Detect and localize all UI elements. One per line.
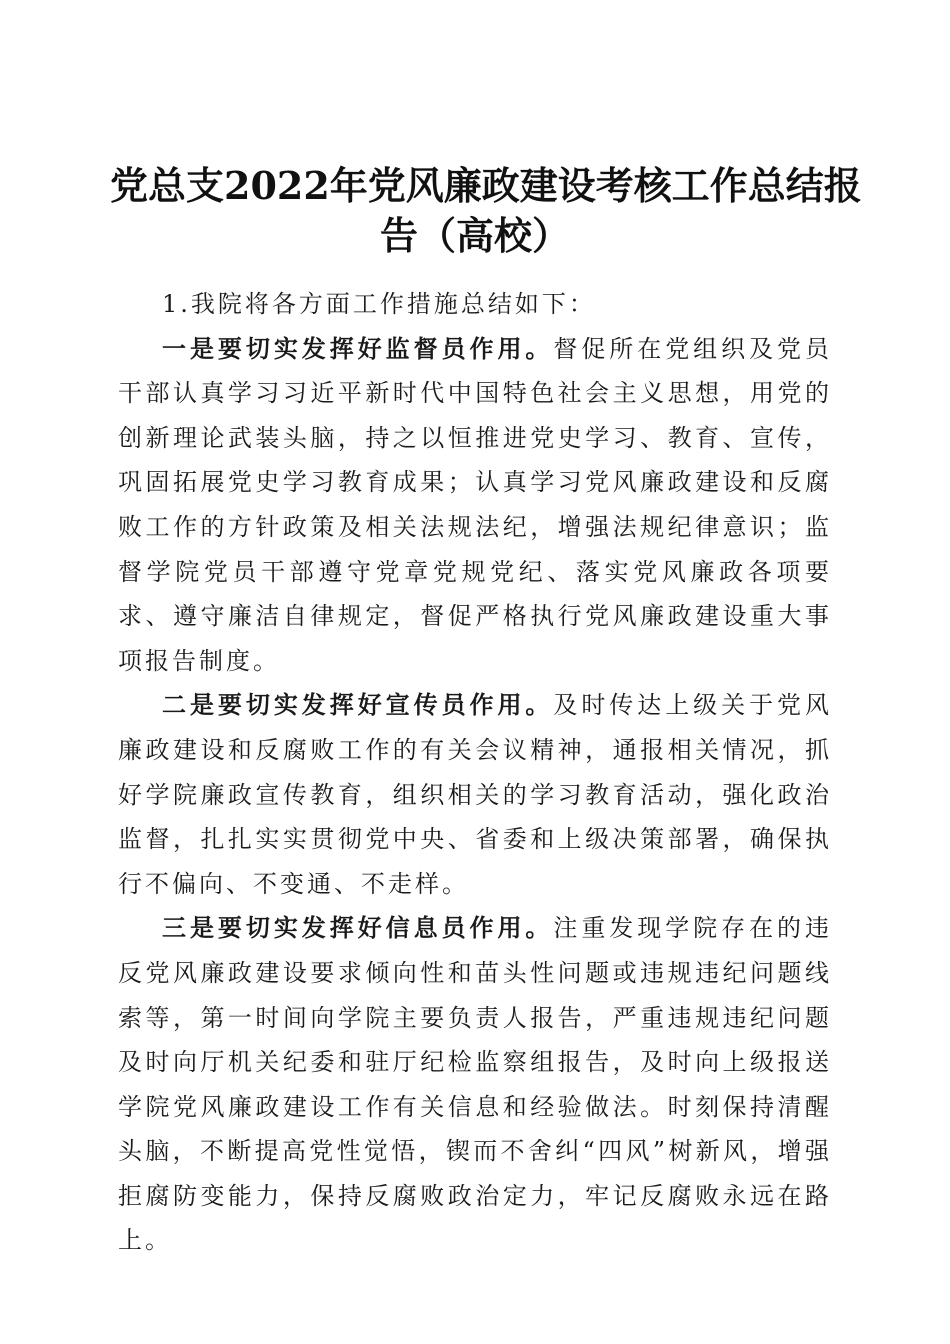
section-paragraph-2 [118, 683, 832, 906]
section-paragraph-1 [118, 327, 832, 684]
section-lead-1: 一是要切实发挥好监督员作用。 [162, 333, 554, 363]
document-title [110, 161, 862, 261]
intro-paragraph: 1.我院将各方面工作措施总结如下： [162, 290, 596, 318]
section-text-1: 督促所在党组织及党员干部认真学习习近平新时代中国特色社会主义思想，用党的创新理论武装头脑，持之以恒推进党史学习、教育、宣传，巩固拓展党史学习教育成果；认真学习党风廉政建设和反腐败工作的方针政策及相关法规法纪，增强法规纪律意识；监督学院党员干部遵守党章党规党纪、落实党风廉政各项要求、遵守廉洁自律规定，督促严格执行党风廉政建设重大事项报告制度。 [118, 334, 832, 675]
title-line-2: 告（高校） [379, 213, 570, 259]
document-body [118, 282, 832, 1263]
section-paragraph-3 [118, 906, 832, 1263]
section-text-3: 注重发现学院存在的违反党风廉政建设要求倾向性和苗头性问题或违规违纪问题线索等，第一时间向学院主要负责人报告，严重违规违纪问题及时向厅机关纪委和驻厅纪检监察组报告，及时向上级报送学院党风廉政建设工作有关信息和经验做法。时刻保持清醒头脑，不断提高党性觉悟，锲而不舍纠“四风”树新风，增强拒腐防变能力，保持反腐败政治定力，牢记反腐败永远在路上。 [118, 914, 832, 1255]
title-line-1: 党总支2022年党风廉政建设考核工作总结报 [110, 163, 862, 209]
section-lead-3: 三是要切实发挥好信息员作用。 [162, 913, 554, 943]
section-text-2: 及时传达上级关于党风廉政建设和反腐败工作的有关会议精神，通报相关情况，抓好学院廉政宣传教育，组织相关的学习教育活动，强化政治监督，扎扎实实贯彻党中央、省委和上级决策部署，确保执行不偏向、不变通、不走样。 [118, 691, 832, 898]
section-lead-2: 二是要切实发挥好宣传员作用。 [162, 690, 554, 720]
